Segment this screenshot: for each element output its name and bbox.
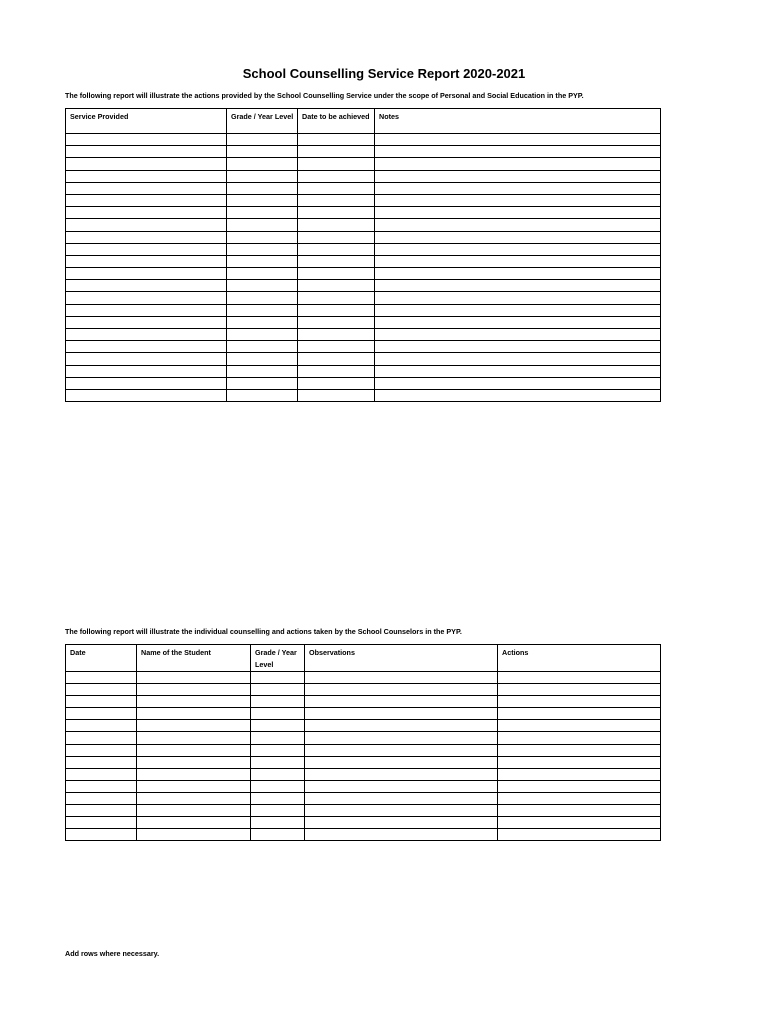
table-cell[interactable] — [375, 255, 661, 267]
table-row — [66, 756, 661, 768]
table-cell[interactable] — [375, 304, 661, 316]
table-cell[interactable] — [137, 780, 251, 792]
table-cell[interactable] — [305, 829, 498, 841]
table-cell[interactable] — [66, 280, 227, 292]
table-cell[interactable] — [137, 768, 251, 780]
table-cell[interactable] — [298, 341, 375, 353]
table-cell[interactable] — [227, 146, 298, 158]
table-cell[interactable] — [305, 732, 498, 744]
table-cell[interactable] — [137, 672, 251, 684]
table-row — [66, 194, 661, 206]
table-cell[interactable] — [137, 684, 251, 696]
section2-intro: The following report will illustrate the individual counselling and actions taken by the School Counselors in the PYP. — [65, 627, 462, 636]
table-row — [66, 219, 661, 231]
table-cell[interactable] — [66, 365, 227, 377]
table-cell[interactable] — [66, 182, 227, 194]
table-cell[interactable] — [298, 365, 375, 377]
table-cell[interactable] — [227, 280, 298, 292]
table-cell[interactable] — [66, 134, 227, 146]
table-cell[interactable] — [305, 672, 498, 684]
table-cell[interactable] — [375, 219, 661, 231]
table-cell[interactable] — [251, 708, 305, 720]
table-cell[interactable] — [227, 231, 298, 243]
table-cell[interactable] — [66, 146, 227, 158]
table-cell[interactable] — [498, 672, 661, 684]
table-cell[interactable] — [137, 732, 251, 744]
table-row — [66, 829, 661, 841]
table-cell[interactable] — [66, 768, 137, 780]
table-cell[interactable] — [498, 817, 661, 829]
table-cell[interactable] — [251, 817, 305, 829]
table-cell[interactable] — [251, 805, 305, 817]
table-cell[interactable] — [305, 805, 498, 817]
table-cell[interactable] — [375, 170, 661, 182]
table-cell[interactable] — [66, 377, 227, 389]
table-row — [66, 158, 661, 170]
table-row — [66, 696, 661, 708]
table-cell[interactable] — [66, 684, 137, 696]
table-row — [66, 292, 661, 304]
table-cell[interactable] — [305, 768, 498, 780]
table-cell[interactable] — [137, 792, 251, 804]
table-cell[interactable] — [66, 341, 227, 353]
table-cell[interactable] — [298, 255, 375, 267]
table-row — [66, 732, 661, 744]
table-cell[interactable] — [66, 231, 227, 243]
table-row — [66, 744, 661, 756]
table-cell[interactable] — [66, 805, 137, 817]
table-cell[interactable] — [298, 134, 375, 146]
table-row — [66, 792, 661, 804]
table-cell[interactable] — [375, 365, 661, 377]
table-row — [66, 243, 661, 255]
table-cell[interactable] — [498, 829, 661, 841]
table-row — [66, 805, 661, 817]
table-cell[interactable] — [298, 158, 375, 170]
table-cell[interactable] — [375, 389, 661, 401]
table-cell[interactable] — [298, 231, 375, 243]
table-cell[interactable] — [375, 341, 661, 353]
table-row — [66, 134, 661, 146]
section1-intro: The following report will illustrate the actions provided by the School Counselling Service under the scope of Personal and Social Education in the PYP. — [65, 91, 584, 100]
table-cell[interactable] — [375, 146, 661, 158]
table-cell[interactable] — [305, 792, 498, 804]
table-cell[interactable] — [227, 389, 298, 401]
table-cell[interactable] — [66, 780, 137, 792]
table-cell[interactable] — [137, 829, 251, 841]
table-cell[interactable] — [66, 170, 227, 182]
table-cell[interactable] — [227, 182, 298, 194]
table-row — [66, 207, 661, 219]
table-cell[interactable] — [375, 194, 661, 206]
table-row — [66, 280, 661, 292]
table-cell[interactable] — [298, 146, 375, 158]
table-cell[interactable] — [375, 268, 661, 280]
table-cell[interactable] — [375, 329, 661, 341]
table-cell[interactable] — [298, 280, 375, 292]
table-cell[interactable] — [66, 219, 227, 231]
table-cell[interactable] — [298, 219, 375, 231]
table-cell[interactable] — [298, 353, 375, 365]
table-cell[interactable] — [66, 353, 227, 365]
table-cell[interactable] — [498, 684, 661, 696]
table-row — [66, 316, 661, 328]
table-cell[interactable] — [305, 684, 498, 696]
table-cell[interactable] — [66, 292, 227, 304]
table-cell[interactable] — [305, 696, 498, 708]
table-row — [66, 780, 661, 792]
table-cell[interactable] — [227, 341, 298, 353]
table-cell[interactable] — [137, 708, 251, 720]
table-cell[interactable] — [66, 708, 137, 720]
table-row — [66, 231, 661, 243]
table-cell[interactable] — [251, 696, 305, 708]
table-row — [66, 268, 661, 280]
table-cell[interactable] — [498, 756, 661, 768]
table-cell[interactable] — [227, 207, 298, 219]
table-cell[interactable] — [66, 304, 227, 316]
table-cell[interactable] — [498, 732, 661, 744]
table-cell[interactable] — [305, 708, 498, 720]
table-row — [66, 672, 661, 684]
table-cell[interactable] — [227, 329, 298, 341]
table-cell[interactable] — [66, 329, 227, 341]
table-cell[interactable] — [66, 720, 137, 732]
table-cell[interactable] — [66, 744, 137, 756]
table-cell[interactable] — [498, 780, 661, 792]
table-cell[interactable] — [298, 316, 375, 328]
table-row — [66, 768, 661, 780]
table-cell[interactable] — [227, 316, 298, 328]
table-cell[interactable] — [251, 780, 305, 792]
table-cell[interactable] — [498, 720, 661, 732]
table-cell[interactable] — [137, 720, 251, 732]
table-cell[interactable] — [66, 732, 137, 744]
table-cell[interactable] — [375, 377, 661, 389]
table-cell[interactable] — [66, 756, 137, 768]
services-table — [65, 108, 661, 402]
table-cell[interactable] — [66, 829, 137, 841]
table-cell[interactable] — [66, 255, 227, 267]
table-cell[interactable] — [66, 696, 137, 708]
table-cell[interactable] — [305, 744, 498, 756]
table-cell[interactable] — [298, 243, 375, 255]
column-header-service-provided: Service Provided — [66, 109, 227, 134]
table-cell[interactable] — [227, 304, 298, 316]
table-cell[interactable] — [298, 377, 375, 389]
table-row — [66, 365, 661, 377]
table-cell[interactable] — [251, 720, 305, 732]
table-cell[interactable] — [251, 672, 305, 684]
table-cell[interactable] — [227, 365, 298, 377]
table-cell[interactable] — [137, 756, 251, 768]
table-cell[interactable] — [375, 280, 661, 292]
counselling-table — [65, 644, 661, 841]
table-cell[interactable] — [227, 255, 298, 267]
table-cell[interactable] — [66, 672, 137, 684]
table-cell[interactable] — [137, 696, 251, 708]
table-cell[interactable] — [498, 696, 661, 708]
table-cell[interactable] — [227, 219, 298, 231]
table-cell[interactable] — [227, 353, 298, 365]
table-cell[interactable] — [227, 134, 298, 146]
table-cell[interactable] — [305, 780, 498, 792]
table-cell[interactable] — [375, 231, 661, 243]
table-cell[interactable] — [66, 316, 227, 328]
table-cell[interactable] — [375, 316, 661, 328]
table-cell[interactable] — [298, 329, 375, 341]
table-cell[interactable] — [137, 805, 251, 817]
table-cell[interactable] — [305, 817, 498, 829]
table-cell[interactable] — [251, 684, 305, 696]
table-cell[interactable] — [227, 292, 298, 304]
footer-note: Add rows where necessary. — [65, 949, 160, 958]
document-title: School Counselling Service Report 2020-2021 — [242, 66, 526, 81]
column-header-notes: Notes — [375, 109, 661, 134]
table-cell[interactable] — [251, 768, 305, 780]
table-row — [66, 329, 661, 341]
column-header-name-of-student: Name of the Student — [137, 645, 251, 672]
table-cell[interactable] — [227, 377, 298, 389]
table-cell[interactable] — [375, 353, 661, 365]
table-cell[interactable] — [66, 243, 227, 255]
table-cell[interactable] — [375, 182, 661, 194]
table-cell[interactable] — [375, 158, 661, 170]
table-cell[interactable] — [375, 134, 661, 146]
table-cell[interactable] — [251, 792, 305, 804]
services-table-header-row — [66, 109, 661, 134]
table-cell[interactable] — [305, 756, 498, 768]
table-cell[interactable] — [227, 194, 298, 206]
table-cell[interactable] — [66, 792, 137, 804]
table-cell[interactable] — [298, 389, 375, 401]
table-row — [66, 182, 661, 194]
table-cell[interactable] — [251, 744, 305, 756]
table-cell[interactable] — [375, 292, 661, 304]
table-cell[interactable] — [298, 268, 375, 280]
table-cell[interactable] — [227, 243, 298, 255]
table-cell[interactable] — [66, 194, 227, 206]
counselling-table-header-row — [66, 645, 661, 672]
column-header-grade-year-level: Grade / Year Level — [251, 645, 305, 672]
table-cell[interactable] — [66, 268, 227, 280]
table-cell[interactable] — [66, 207, 227, 219]
table-row — [66, 353, 661, 365]
table-cell[interactable] — [498, 744, 661, 756]
table-cell[interactable] — [251, 756, 305, 768]
table-cell[interactable] — [305, 720, 498, 732]
table-cell[interactable] — [298, 304, 375, 316]
column-header-actions: Actions — [498, 645, 661, 672]
table-cell[interactable] — [298, 182, 375, 194]
table-cell[interactable] — [298, 207, 375, 219]
table-cell[interactable] — [227, 170, 298, 182]
table-cell[interactable] — [298, 170, 375, 182]
table-row — [66, 341, 661, 353]
table-row — [66, 817, 661, 829]
table-row — [66, 255, 661, 267]
table-cell[interactable] — [498, 792, 661, 804]
table-cell[interactable] — [498, 708, 661, 720]
table-cell[interactable] — [66, 817, 137, 829]
table-cell[interactable] — [251, 829, 305, 841]
table-cell[interactable] — [137, 744, 251, 756]
table-row — [66, 377, 661, 389]
table-row — [66, 389, 661, 401]
column-header-observations: Observations — [305, 645, 498, 672]
table-cell[interactable] — [66, 158, 227, 170]
table-row — [66, 170, 661, 182]
table-row — [66, 684, 661, 696]
table-cell[interactable] — [227, 158, 298, 170]
table-cell[interactable] — [298, 194, 375, 206]
table-cell[interactable] — [66, 389, 227, 401]
column-header-date: Date — [66, 645, 137, 672]
table-cell[interactable] — [498, 805, 661, 817]
column-header-date-to-be-achieved: Date to be achieved — [298, 109, 375, 134]
table-cell[interactable] — [251, 732, 305, 744]
table-row — [66, 304, 661, 316]
services-table-body — [66, 134, 661, 402]
table-cell[interactable] — [375, 207, 661, 219]
table-row — [66, 708, 661, 720]
table-row — [66, 146, 661, 158]
table-cell[interactable] — [498, 768, 661, 780]
table-cell[interactable] — [137, 817, 251, 829]
table-row — [66, 720, 661, 732]
table-cell[interactable] — [298, 292, 375, 304]
table-cell[interactable] — [227, 268, 298, 280]
column-header-grade-year-level: Grade / Year Level — [227, 109, 298, 134]
table-cell[interactable] — [375, 243, 661, 255]
counselling-table-body — [66, 672, 661, 841]
